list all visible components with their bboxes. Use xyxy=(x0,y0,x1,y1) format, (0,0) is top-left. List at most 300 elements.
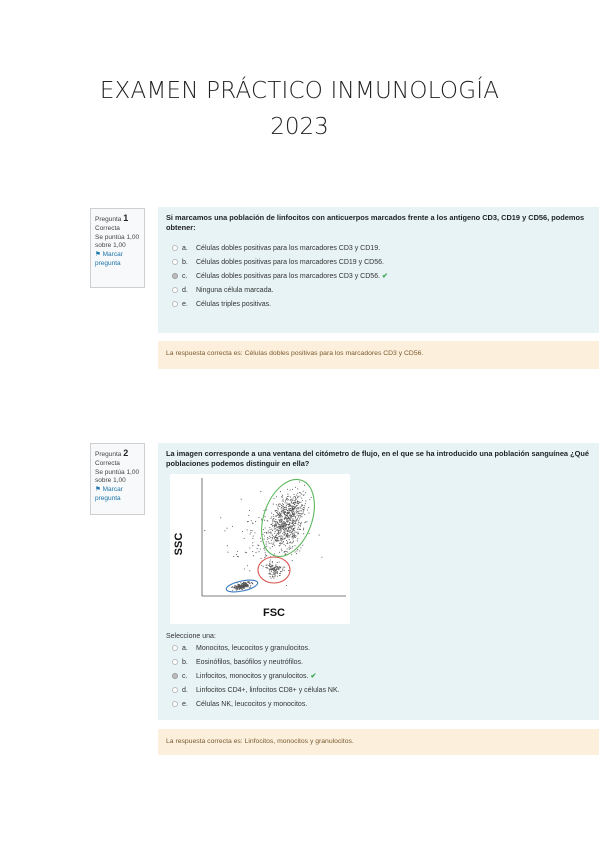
scatter-dot xyxy=(267,538,268,539)
scatter-dot xyxy=(271,571,272,572)
scatter-dot xyxy=(276,535,277,536)
scatter-dot xyxy=(269,529,270,530)
scatter-dot xyxy=(308,512,309,513)
scatter-dot xyxy=(301,516,302,517)
scatter-dot xyxy=(291,527,292,528)
radio-button[interactable] xyxy=(172,687,178,693)
scatter-dot xyxy=(291,554,292,555)
scatter-dot xyxy=(290,541,291,542)
scatter-dot xyxy=(292,512,293,513)
scatter-dot xyxy=(252,582,253,583)
scatter-dot xyxy=(294,545,295,546)
scatter-dot xyxy=(244,538,245,539)
scatter-dot xyxy=(291,510,292,511)
scatter-dot xyxy=(266,509,267,510)
scatter-dot xyxy=(278,536,279,537)
option-letter: a. xyxy=(182,244,188,252)
scatter-dot xyxy=(281,538,282,539)
scatter-dot xyxy=(287,541,288,542)
scatter-dot xyxy=(292,499,293,500)
scatter-dot xyxy=(298,503,299,504)
scatter-dot xyxy=(285,523,286,524)
scatter-dot xyxy=(245,551,246,552)
scatter-dot xyxy=(281,508,282,509)
scatter-dot xyxy=(275,575,276,576)
scatter-dot xyxy=(284,550,285,551)
scatter-dot xyxy=(290,489,291,490)
scatter-dot xyxy=(295,496,296,497)
scatter-dot xyxy=(289,503,290,504)
scatter-dot xyxy=(281,520,282,521)
scatter-dot xyxy=(271,564,272,565)
scatter-dot xyxy=(242,586,243,587)
question-score: Se puntúa 1,00 sobre 1,00 xyxy=(95,468,140,485)
scatter-dot xyxy=(249,510,250,511)
scatter-dot xyxy=(238,585,239,586)
scatter-dot xyxy=(296,498,297,499)
scatter-dot xyxy=(239,586,240,587)
scatter-dot xyxy=(283,526,284,527)
scatter-dot xyxy=(305,521,306,522)
scatter-dot xyxy=(268,573,269,574)
answer-option[interactable] xyxy=(166,270,591,284)
scatter-dot xyxy=(264,519,265,520)
scatter-dot xyxy=(298,520,299,521)
scatter-dot xyxy=(277,571,278,572)
scatter-dot xyxy=(274,568,275,569)
scatter-dot xyxy=(291,536,292,537)
scatter-dot xyxy=(286,508,287,509)
scatter-dot xyxy=(287,530,288,531)
scatter-dot xyxy=(277,540,278,541)
scatter-dot xyxy=(302,500,303,501)
scatter-dot xyxy=(242,585,243,586)
option-text: Células triples positivas. xyxy=(196,300,272,308)
radio-button[interactable] xyxy=(172,659,178,665)
scatter-dot xyxy=(292,541,293,542)
scatter-dot xyxy=(260,558,261,559)
scatter-dot xyxy=(281,548,282,549)
scatter-dot xyxy=(300,495,301,496)
scatter-dot xyxy=(245,582,246,583)
radio-button[interactable] xyxy=(172,301,178,307)
scatter-dot xyxy=(236,589,237,590)
scatter-dot xyxy=(296,535,297,536)
scatter-dot xyxy=(278,504,279,505)
scatter-dot xyxy=(266,545,267,546)
scatter-dot xyxy=(284,566,285,567)
scatter-dot xyxy=(282,569,283,570)
scatter-dot xyxy=(267,537,268,538)
scatter-dot xyxy=(298,507,299,508)
scatter-dot xyxy=(238,556,239,557)
y-axis-label: SSC xyxy=(173,532,185,556)
scatter-dot xyxy=(275,571,276,572)
answer-option[interactable] xyxy=(166,670,591,684)
scatter-dot xyxy=(286,506,287,507)
answer-option[interactable] xyxy=(166,256,591,270)
scatter-dot xyxy=(286,540,287,541)
scatter-dot xyxy=(272,520,273,521)
scatter-dot xyxy=(306,521,307,522)
scatter-dot xyxy=(269,573,270,574)
answer-option[interactable] xyxy=(166,684,591,698)
scatter-dot xyxy=(278,527,279,528)
answer-options xyxy=(166,642,591,712)
scatter-dot xyxy=(289,512,290,513)
scatter-dot xyxy=(266,541,267,542)
scatter-dot xyxy=(279,516,280,517)
scatter-dot xyxy=(287,512,288,513)
scatter-dot xyxy=(233,587,234,588)
scatter-dot xyxy=(272,537,273,538)
scatter-dot xyxy=(299,481,300,482)
scatter-dot xyxy=(288,570,289,571)
scatter-dot xyxy=(271,539,272,540)
scatter-dot xyxy=(292,518,293,519)
answer-option[interactable] xyxy=(166,242,591,256)
scatter-dot xyxy=(292,546,293,547)
scatter-dot xyxy=(285,528,286,529)
scatter-dot xyxy=(247,521,248,522)
scatter-dot xyxy=(224,530,225,531)
scatter-dot xyxy=(286,502,287,503)
scatter-dot xyxy=(287,498,288,499)
scatter-dot xyxy=(274,567,275,568)
scatter-dot xyxy=(280,512,281,513)
scatter-dot xyxy=(277,562,278,563)
scatter-dot xyxy=(300,516,301,517)
scatter-dot xyxy=(244,584,245,585)
scatter-dot xyxy=(293,509,294,510)
scatter-dot xyxy=(289,535,290,536)
scatter-dot xyxy=(303,512,304,513)
scatter-dot xyxy=(289,547,290,548)
scatter-dot xyxy=(283,522,284,523)
scatter-dot xyxy=(237,551,238,552)
scatter-dot xyxy=(297,492,298,493)
radio-button[interactable] xyxy=(172,673,178,679)
scatter-dot xyxy=(297,538,298,539)
scatter-dot xyxy=(279,524,280,525)
scatter-dot xyxy=(271,523,272,524)
scatter-dot xyxy=(279,527,280,528)
option-text: Células dobles positivas para los marcadores CD3 y CD56. xyxy=(196,272,381,280)
scatter-dot xyxy=(278,508,279,509)
scatter-dot xyxy=(279,532,280,533)
scatter-dot xyxy=(293,524,294,525)
scatter-dot xyxy=(286,519,287,520)
scatter-dot xyxy=(244,568,245,569)
scatter-dot xyxy=(286,505,287,506)
scatter-dot xyxy=(240,587,241,588)
scatter-dot xyxy=(233,556,234,557)
scatter-dot xyxy=(285,530,286,531)
scatter-dot xyxy=(270,532,271,533)
scatter-dot xyxy=(270,567,271,568)
scatter-dot xyxy=(265,554,266,555)
scatter-dot xyxy=(289,532,290,533)
scatter-dot xyxy=(273,514,274,515)
scatter-dot xyxy=(270,517,271,518)
scatter-dot xyxy=(303,529,304,530)
scatter-dot xyxy=(271,516,272,517)
scatter-dot xyxy=(273,518,274,519)
scatter-dot xyxy=(290,504,291,505)
scatter-dot xyxy=(271,569,272,570)
scatter-dot xyxy=(290,510,291,511)
scatter-dot xyxy=(269,535,270,536)
scatter-dot xyxy=(289,526,290,527)
scatter-dot xyxy=(279,561,280,562)
scatter-dot xyxy=(277,566,278,567)
scatter-dot xyxy=(263,529,264,530)
scatter-dot xyxy=(302,544,303,545)
answer-options xyxy=(166,242,591,312)
scatter-dot xyxy=(291,500,292,501)
scatter-dot xyxy=(285,499,286,500)
scatter-dot xyxy=(281,571,282,572)
scatter-dot xyxy=(299,550,300,551)
scatter-dot xyxy=(282,494,283,495)
feedback-box-1: La respuesta correcta es: Células dobles positivas para los marcadores CD3 y CD56. xyxy=(158,341,599,369)
scatter-dot xyxy=(272,519,273,520)
scatter-dot xyxy=(237,556,238,557)
scatter-dot xyxy=(300,547,301,548)
radio-button[interactable] xyxy=(172,645,178,651)
scatter-dot xyxy=(278,567,279,568)
scatter-dot xyxy=(267,532,268,533)
answer-option[interactable] xyxy=(166,698,591,712)
scatter-dot xyxy=(285,537,286,538)
option-text: Monocitos, leucocitos y granulocitos. xyxy=(196,644,310,652)
scatter-dot xyxy=(296,511,297,512)
scatter-dot xyxy=(282,516,283,517)
scatter-dot xyxy=(288,506,289,507)
scatter-dot xyxy=(275,572,276,573)
scatter-dot xyxy=(285,517,286,518)
scatter-dot xyxy=(297,549,298,550)
scatter-dot xyxy=(291,509,292,510)
scatter-dot xyxy=(282,505,283,506)
scatter-dot xyxy=(303,527,304,528)
scatter-dot xyxy=(297,511,298,512)
scatter-dot xyxy=(283,508,284,509)
scatter-dot xyxy=(243,582,244,583)
scatter-dot xyxy=(285,510,286,511)
scatter-dot xyxy=(297,495,298,496)
scatter-dot xyxy=(275,569,276,570)
scatter-dot xyxy=(280,539,281,540)
scatter-dot xyxy=(277,510,278,511)
radio-button[interactable] xyxy=(172,287,178,293)
scatter-dot xyxy=(236,587,237,588)
scatter-dot xyxy=(292,560,293,561)
scatter-dot xyxy=(283,511,284,512)
scatter-dot xyxy=(303,533,304,534)
scatter-dot xyxy=(285,508,286,509)
scatter-dot xyxy=(239,588,240,589)
scatter-dot xyxy=(277,521,278,522)
scatter-dot xyxy=(287,531,288,532)
scatter-dot xyxy=(279,573,280,574)
scatter-dot xyxy=(294,536,295,537)
option-letter: c. xyxy=(182,672,188,680)
scatter-dot xyxy=(297,531,298,532)
scatter-dot xyxy=(234,585,235,586)
radio-button[interactable] xyxy=(172,259,178,265)
scatter-dot xyxy=(273,498,274,499)
scatter-dot xyxy=(291,517,292,518)
scatter-dot xyxy=(279,519,280,520)
scatter-dot xyxy=(300,510,301,511)
scatter-dot xyxy=(305,492,306,493)
page-subtitle: 2023 xyxy=(270,114,329,140)
scatter-dot xyxy=(244,587,245,588)
answer-option[interactable] xyxy=(166,656,591,670)
scatter-dot xyxy=(290,496,291,497)
scatter-dot xyxy=(268,541,269,542)
option-letter: b. xyxy=(182,258,188,266)
scatter-dot xyxy=(293,502,294,503)
scatter-dot xyxy=(240,582,241,583)
radio-button[interactable] xyxy=(172,245,178,251)
scatter-dot xyxy=(287,515,288,516)
scatter-dot xyxy=(276,537,277,538)
scatter-dot xyxy=(277,513,278,514)
scatter-dot xyxy=(287,548,288,549)
scatter-dot xyxy=(274,570,275,571)
scatter-dot xyxy=(282,509,283,510)
scatter-dot xyxy=(266,564,267,565)
scatter-dot xyxy=(298,508,299,509)
scatter-dot xyxy=(275,519,276,520)
scatter-dot xyxy=(274,576,275,577)
scatter-dot xyxy=(293,497,294,498)
scatter-dot xyxy=(297,514,298,515)
radio-button[interactable] xyxy=(172,273,178,279)
scatter-dot xyxy=(298,533,299,534)
scatter-dot xyxy=(299,513,300,514)
scatter-dot xyxy=(278,530,279,531)
scatter-dot xyxy=(287,510,288,511)
scatter-dot xyxy=(247,529,248,530)
scatter-dot xyxy=(276,521,277,522)
scatter-dot xyxy=(265,555,266,556)
scatter-dot xyxy=(294,504,295,505)
scatter-dot xyxy=(269,570,270,571)
scatter-dot xyxy=(302,507,303,508)
scatter-dot xyxy=(276,516,277,517)
scatter-dot xyxy=(296,494,297,495)
scatter-dot xyxy=(297,540,298,541)
scatter-dot xyxy=(270,533,271,534)
scatter-dot xyxy=(273,572,274,573)
scatter-dot xyxy=(281,530,282,531)
scatter-dot xyxy=(247,565,248,566)
scatter-dot xyxy=(250,530,251,531)
scatter-dot xyxy=(280,529,281,530)
scatter-dot xyxy=(242,531,243,532)
option-text: Linfocitos, monocitos y granulocitos. xyxy=(196,672,309,680)
scatter-dot xyxy=(280,571,281,572)
scatter-dot xyxy=(291,502,292,503)
scatter-dot xyxy=(250,533,251,534)
scatter-dot xyxy=(282,536,283,537)
scatter-dot xyxy=(293,520,294,521)
scatter-dot xyxy=(273,503,274,504)
scatter-dot xyxy=(284,522,285,523)
scatter-dot xyxy=(285,502,286,503)
scatter-dot xyxy=(294,507,295,508)
flag-question-link[interactable]: ⚑ Marcar pregunta xyxy=(95,251,123,267)
scatter-dot xyxy=(297,512,298,513)
scatter-dot xyxy=(254,532,255,533)
scatter-dot xyxy=(294,516,295,517)
scatter-dot xyxy=(247,584,248,585)
scatter-dot xyxy=(293,514,294,515)
scatter-dot xyxy=(287,527,288,528)
scatter-dot xyxy=(299,518,300,519)
scatter-dot xyxy=(275,531,276,532)
radio-button[interactable] xyxy=(172,701,178,707)
scatter-dot xyxy=(260,548,261,549)
scatter-dot xyxy=(266,543,267,544)
scatter-dot xyxy=(280,543,281,544)
scatter-dot xyxy=(271,542,272,543)
scatter-dot xyxy=(279,545,280,546)
scatter-dot xyxy=(290,517,291,518)
answer-option[interactable] xyxy=(166,298,591,312)
scatter-dot xyxy=(297,497,298,498)
scatter-dot xyxy=(220,517,221,518)
scatter-dot xyxy=(279,506,280,507)
scatter-dot xyxy=(249,570,250,571)
scatter-dot xyxy=(280,535,281,536)
scatter-dot xyxy=(290,534,291,535)
scatter-dot xyxy=(300,514,301,515)
scatter-dot xyxy=(247,586,248,587)
scatter-dot xyxy=(232,526,233,527)
scatter-dot xyxy=(297,519,298,520)
scatter-dot xyxy=(253,535,254,536)
question-text: Si marcamos una población de linfocitos con anticuerpos marcados frente a los antigeno CD3, CD19 y CD56, podemos obtener: xyxy=(166,213,585,233)
scatter-dot xyxy=(264,535,265,536)
scatter-dot xyxy=(294,501,295,502)
answer-option[interactable] xyxy=(166,284,591,298)
scatter-dot xyxy=(274,544,275,545)
scatter-dot xyxy=(294,523,295,524)
scatter-dot xyxy=(299,510,300,511)
scatter-dot xyxy=(296,520,297,521)
scatter-dot xyxy=(286,536,287,537)
scatter-dot xyxy=(296,506,297,507)
scatter-dot xyxy=(286,525,287,526)
question-box-1 xyxy=(158,207,599,333)
scatter-dot xyxy=(292,526,293,527)
scatter-dot xyxy=(264,549,265,550)
scatter-dot xyxy=(271,568,272,569)
flag-question-link[interactable]: ⚑ Marcar pregunta xyxy=(95,486,123,502)
scatter-dot xyxy=(282,525,283,526)
scatter-dot xyxy=(272,567,273,568)
scatter-dot xyxy=(246,586,247,587)
option-letter: d. xyxy=(182,286,188,294)
scatter-dot xyxy=(295,486,296,487)
scatter-dot xyxy=(276,512,277,513)
answer-option[interactable] xyxy=(166,642,591,656)
scatter-dot xyxy=(304,514,305,515)
